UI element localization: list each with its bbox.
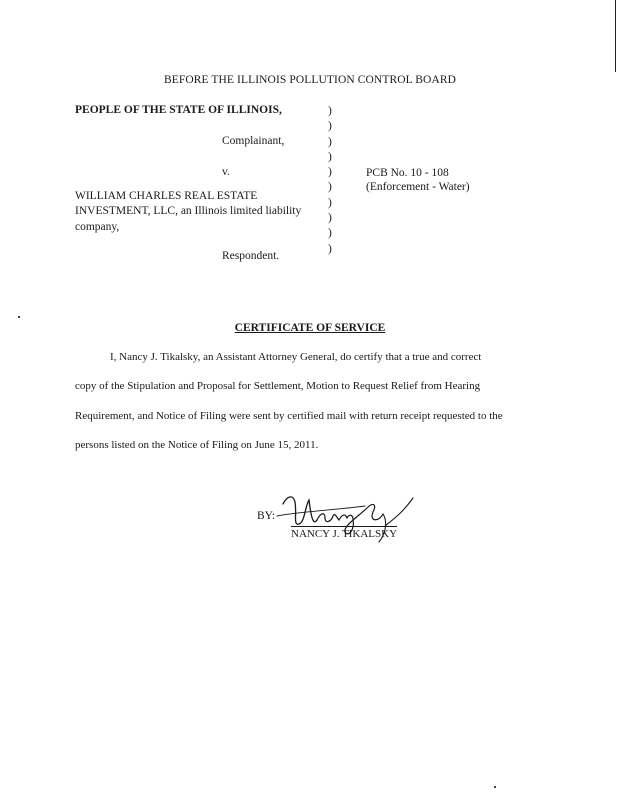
signer-name: NANCY J. TIKALSKY bbox=[291, 528, 398, 540]
caption-paren: ) bbox=[328, 166, 332, 179]
caption-paren: ) bbox=[328, 212, 332, 225]
respondent-name-block bbox=[75, 189, 325, 235]
case-type: (Enforcement - Water) bbox=[366, 181, 470, 193]
certificate-body-line: Requirement, and Notice of Filing were sent by certified mail with return receipt requested to the bbox=[75, 410, 503, 422]
caption-paren: ) bbox=[328, 120, 332, 133]
caption-paren: ) bbox=[328, 242, 332, 255]
certificate-title: CERTIFICATE OF SERVICE bbox=[234, 322, 386, 334]
complainant-name: PEOPLE OF THE STATE OF ILLINOIS, bbox=[75, 104, 282, 116]
respondent-label: Respondent. bbox=[222, 250, 280, 262]
caption-paren: ) bbox=[328, 196, 332, 209]
respondent-name-line: WILLIAM CHARLES REAL ESTATE bbox=[75, 190, 258, 202]
scan-speck bbox=[18, 316, 20, 318]
case-number: PCB No. 10 - 108 bbox=[366, 167, 449, 179]
caption-paren: ) bbox=[328, 105, 332, 117]
certificate-body-line: I, Nancy J. Tikalsky, an Assistant Attorney General, do certify that a true and correct bbox=[110, 351, 482, 363]
caption-paren: ) bbox=[328, 181, 332, 194]
case-info bbox=[366, 166, 470, 194]
caption-paren: ) bbox=[328, 227, 332, 240]
caption-paren: ) bbox=[328, 135, 332, 148]
respondent-name-line: INVESTMENT, LLC, an Illinois limited liability bbox=[75, 205, 302, 218]
by-label: BY: bbox=[257, 510, 276, 522]
certificate-body-line: copy of the Stipulation and Proposal for Settlement, Motion to Request Relief from Hearing bbox=[75, 380, 481, 392]
caption-parentheses bbox=[328, 104, 332, 257]
complainant-label: Complainant, bbox=[222, 135, 285, 147]
caption-paren: ) bbox=[328, 150, 332, 163]
board-title: BEFORE THE ILLINOIS POLLUTION CONTROL BOARD bbox=[163, 74, 457, 86]
versus-label: v. bbox=[222, 166, 230, 178]
certificate-body-line: persons listed on the Notice of Filing on June 15, 2011. bbox=[75, 439, 319, 451]
scan-speck bbox=[494, 786, 496, 788]
scan-edge-line bbox=[615, 0, 616, 72]
respondent-name-line: company, bbox=[75, 220, 120, 233]
